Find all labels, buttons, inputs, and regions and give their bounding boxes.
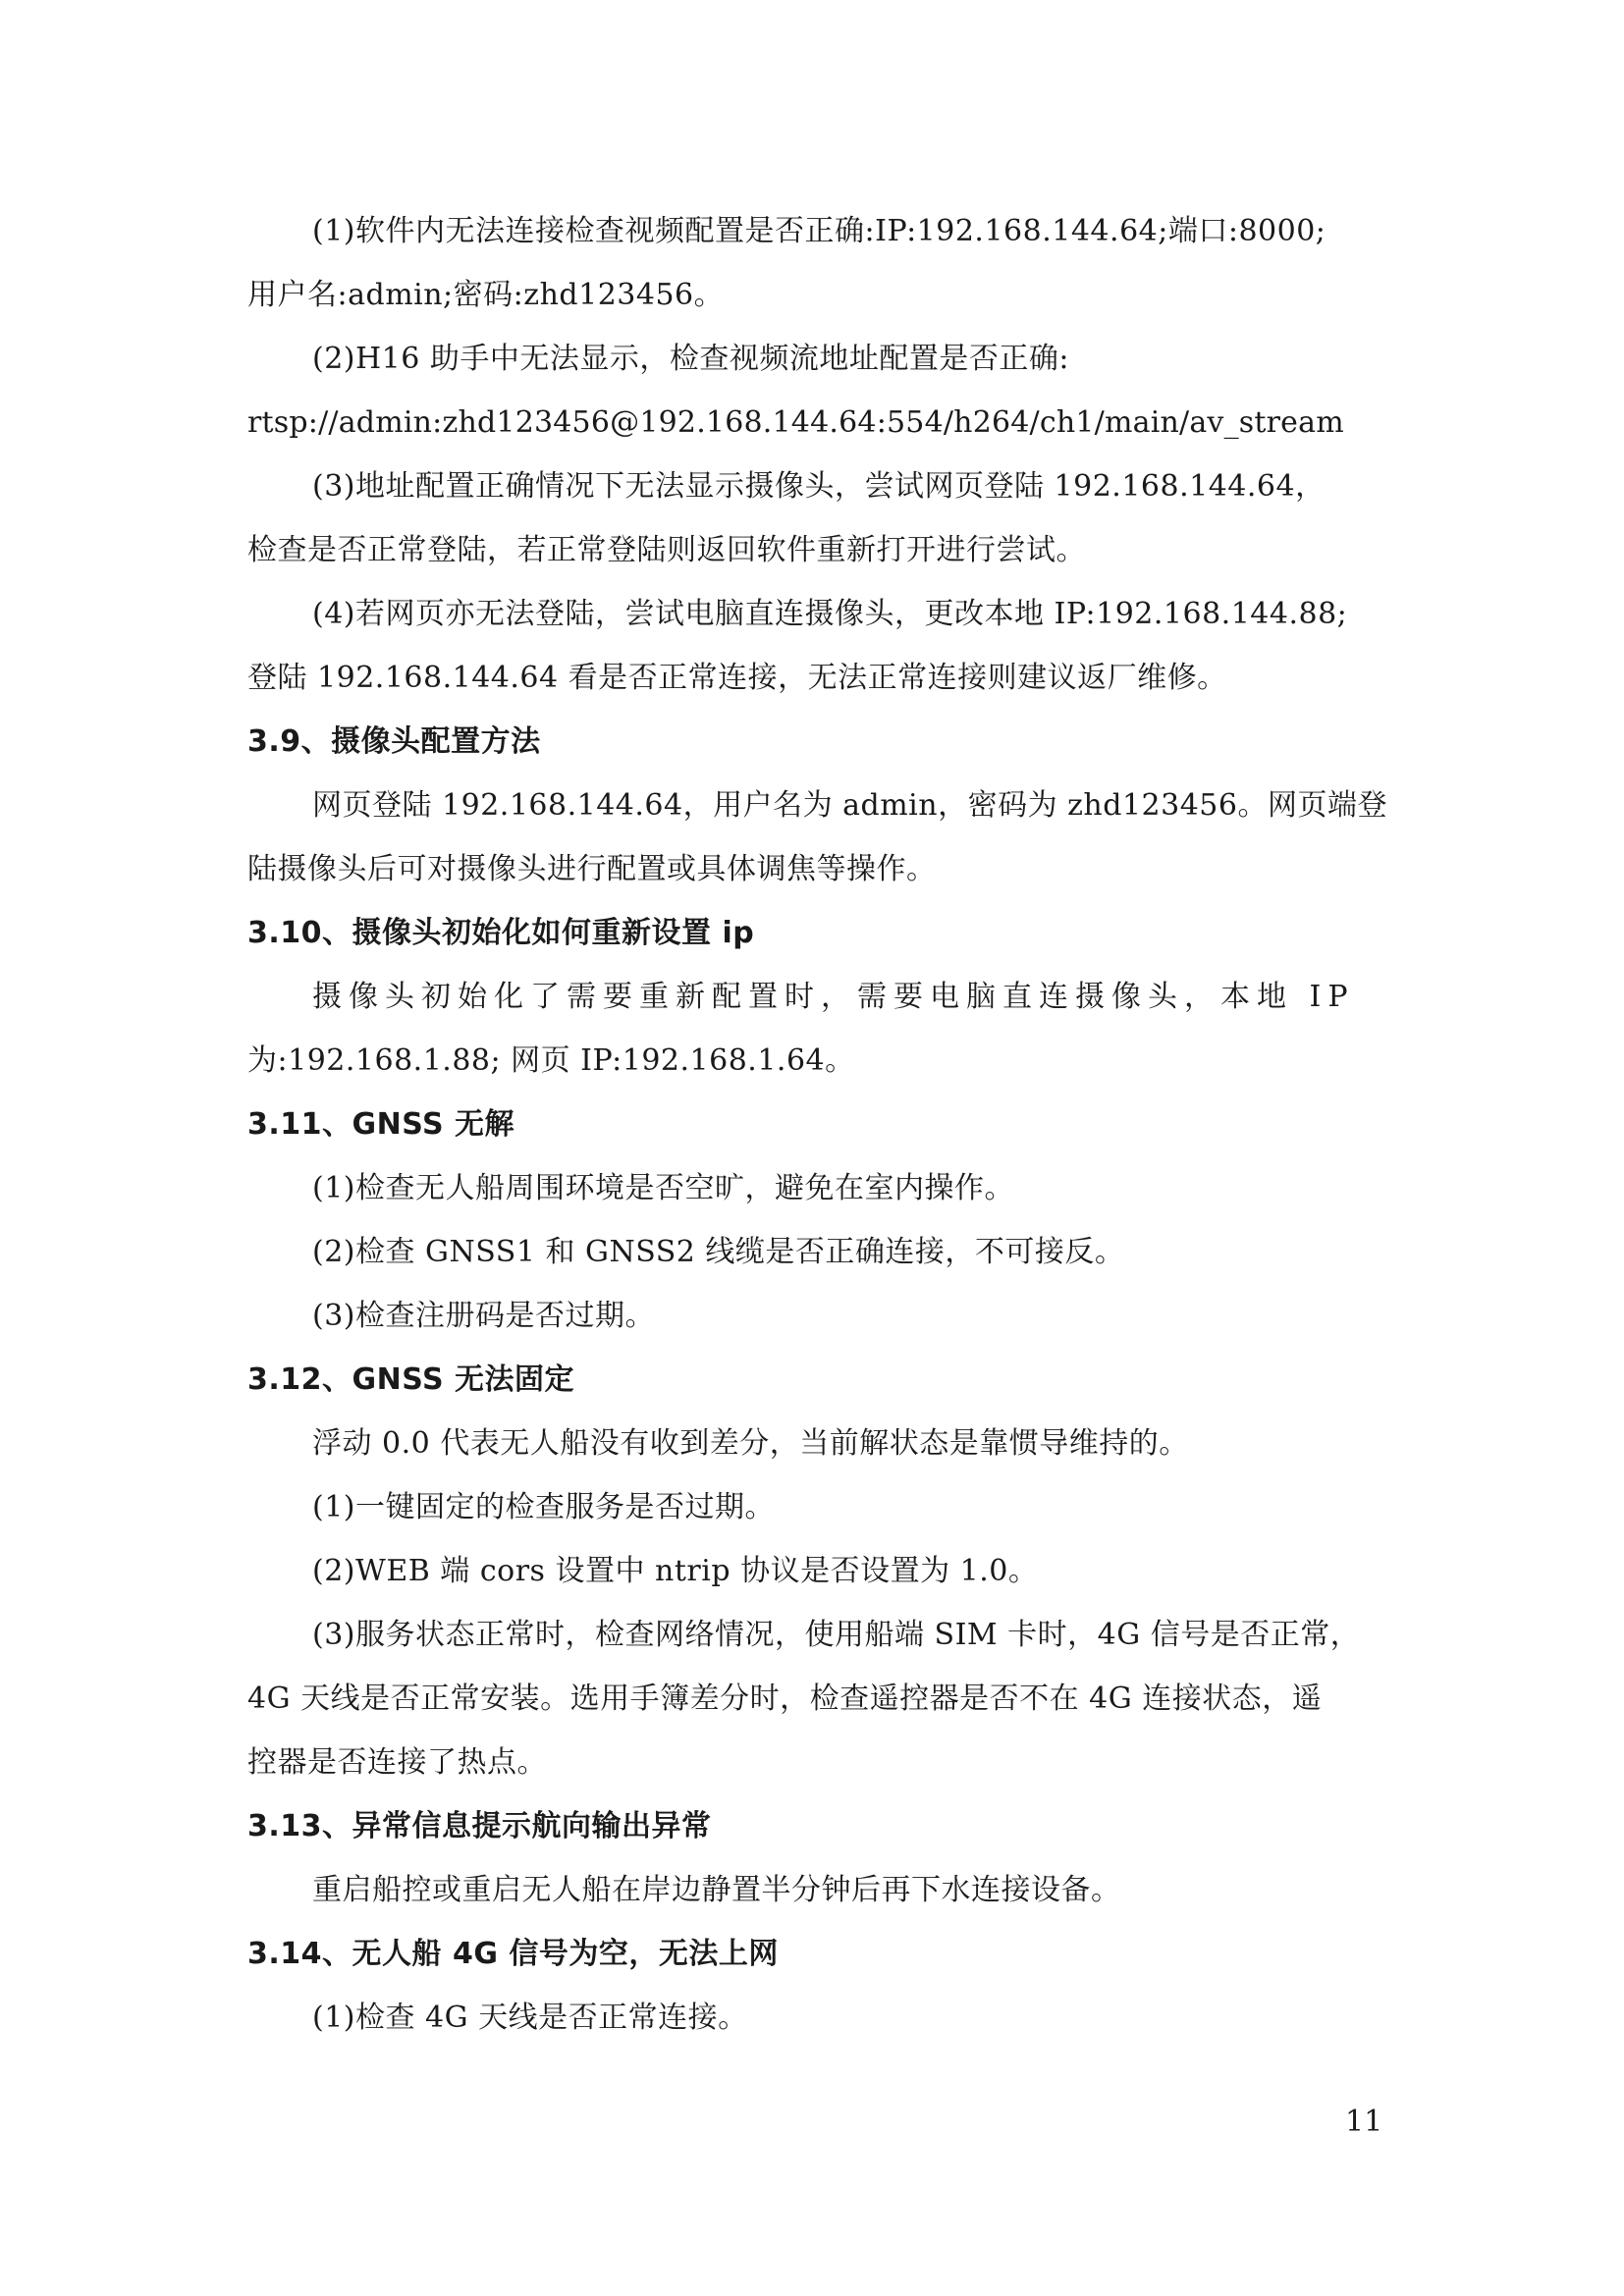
section-3-10-line-2: 为:192.168.1.88; 网页 IP:192.168.1.64。 — [247, 1043, 855, 1078]
section-heading-3-9: 3.9、摄像头配置方法 — [247, 724, 541, 759]
section-3-10-line-1: 摄像头初始化了需要重新配置时，需要电脑直连摄像头，本地 IP — [312, 980, 1355, 1014]
section-heading-3-12: 3.12、GNSS 无法固定 — [247, 1362, 575, 1397]
section-heading-3-14: 3.14、无人船 4G 信号为空，无法上网 — [247, 1937, 779, 1971]
section-3-9-line-1: 网页登陆 192.168.144.64，用户名为 admin，密码为 zhd123456。网页端登 — [312, 788, 1387, 823]
rtsp-url-line: rtsp://admin:zhd123456@192.168.144.64:554/h264/ch1/main/av_stream — [247, 405, 1344, 440]
section-heading-3-11: 3.11、GNSS 无解 — [247, 1107, 515, 1142]
para-2-line-1: (2)H16 助手中无法显示，检查视频流地址配置是否正确: — [312, 342, 1069, 376]
section-3-14-item-1: (1)检查 4G 天线是否正常连接。 — [312, 2001, 748, 2035]
para-3-line-1: (3)地址配置正确情况下无法显示摄像头，尝试网页登陆 192.168.144.64， — [312, 469, 1326, 504]
page-number: 11 — [1345, 2105, 1383, 2139]
para-1-line-1: (1)软件内无法连接检查视频配置是否正确:IP:192.168.144.64;端口:8000; — [312, 214, 1326, 248]
section-3-13-line-1: 重启船控或重启无人船在岸边静置半分钟后再下水连接设备。 — [312, 1873, 1121, 1907]
para-3-line-2: 检查是否正常登陆，若正常登陆则返回软件重新打开进行尝试。 — [247, 533, 1086, 567]
section-3-11-item-2: (2)检查 GNSS1 和 GNSS2 线缆是否正确连接，不可接反。 — [312, 1235, 1125, 1269]
section-3-12-item-3-line-1: (3)服务状态正常时，检查网络情况，使用船端 SIM 卡时，4G 信号是否正常， — [312, 1618, 1361, 1652]
section-3-12-item-1: (1)一键固定的检查服务是否过期。 — [312, 1490, 775, 1524]
section-3-12-item-3-line-2: 4G 天线是否正常安装。选用手簿差分时，检查遥控器是否不在 4G 连接状态，遥 — [247, 1682, 1323, 1716]
section-3-12-item-3-line-3: 控器是否连接了热点。 — [247, 1745, 547, 1780]
para-4-line-1: (4)若网页亦无法登陆，尝试电脑直连摄像头，更改本地 IP:192.168.144.88; — [312, 597, 1348, 631]
section-heading-3-13: 3.13、异常信息提示航向输出异常 — [247, 1809, 712, 1843]
section-3-11-item-3: (3)检查注册码是否过期。 — [312, 1299, 655, 1333]
section-heading-3-10: 3.10、摄像头初始化如何重新设置 ip — [247, 916, 755, 950]
para-1-line-2: 用户名:admin;密码:zhd123456。 — [247, 278, 725, 312]
para-4-line-2: 登陆 192.168.144.64 看是否正常连接，无法正常连接则建议返厂维修。 — [247, 661, 1227, 695]
section-3-12-intro: 浮动 0.0 代表无人船没有收到差分，当前解状态是靠惯导维持的。 — [312, 1426, 1189, 1461]
section-3-11-item-1: (1)检查无人船周围环境是否空旷，避免在室内操作。 — [312, 1171, 1014, 1205]
section-3-12-item-2: (2)WEB 端 cors 设置中 ntrip 协议是否设置为 1.0。 — [312, 1554, 1039, 1588]
section-3-9-line-2: 陆摄像头后可对摄像头进行配置或具体调焦等操作。 — [247, 852, 937, 886]
